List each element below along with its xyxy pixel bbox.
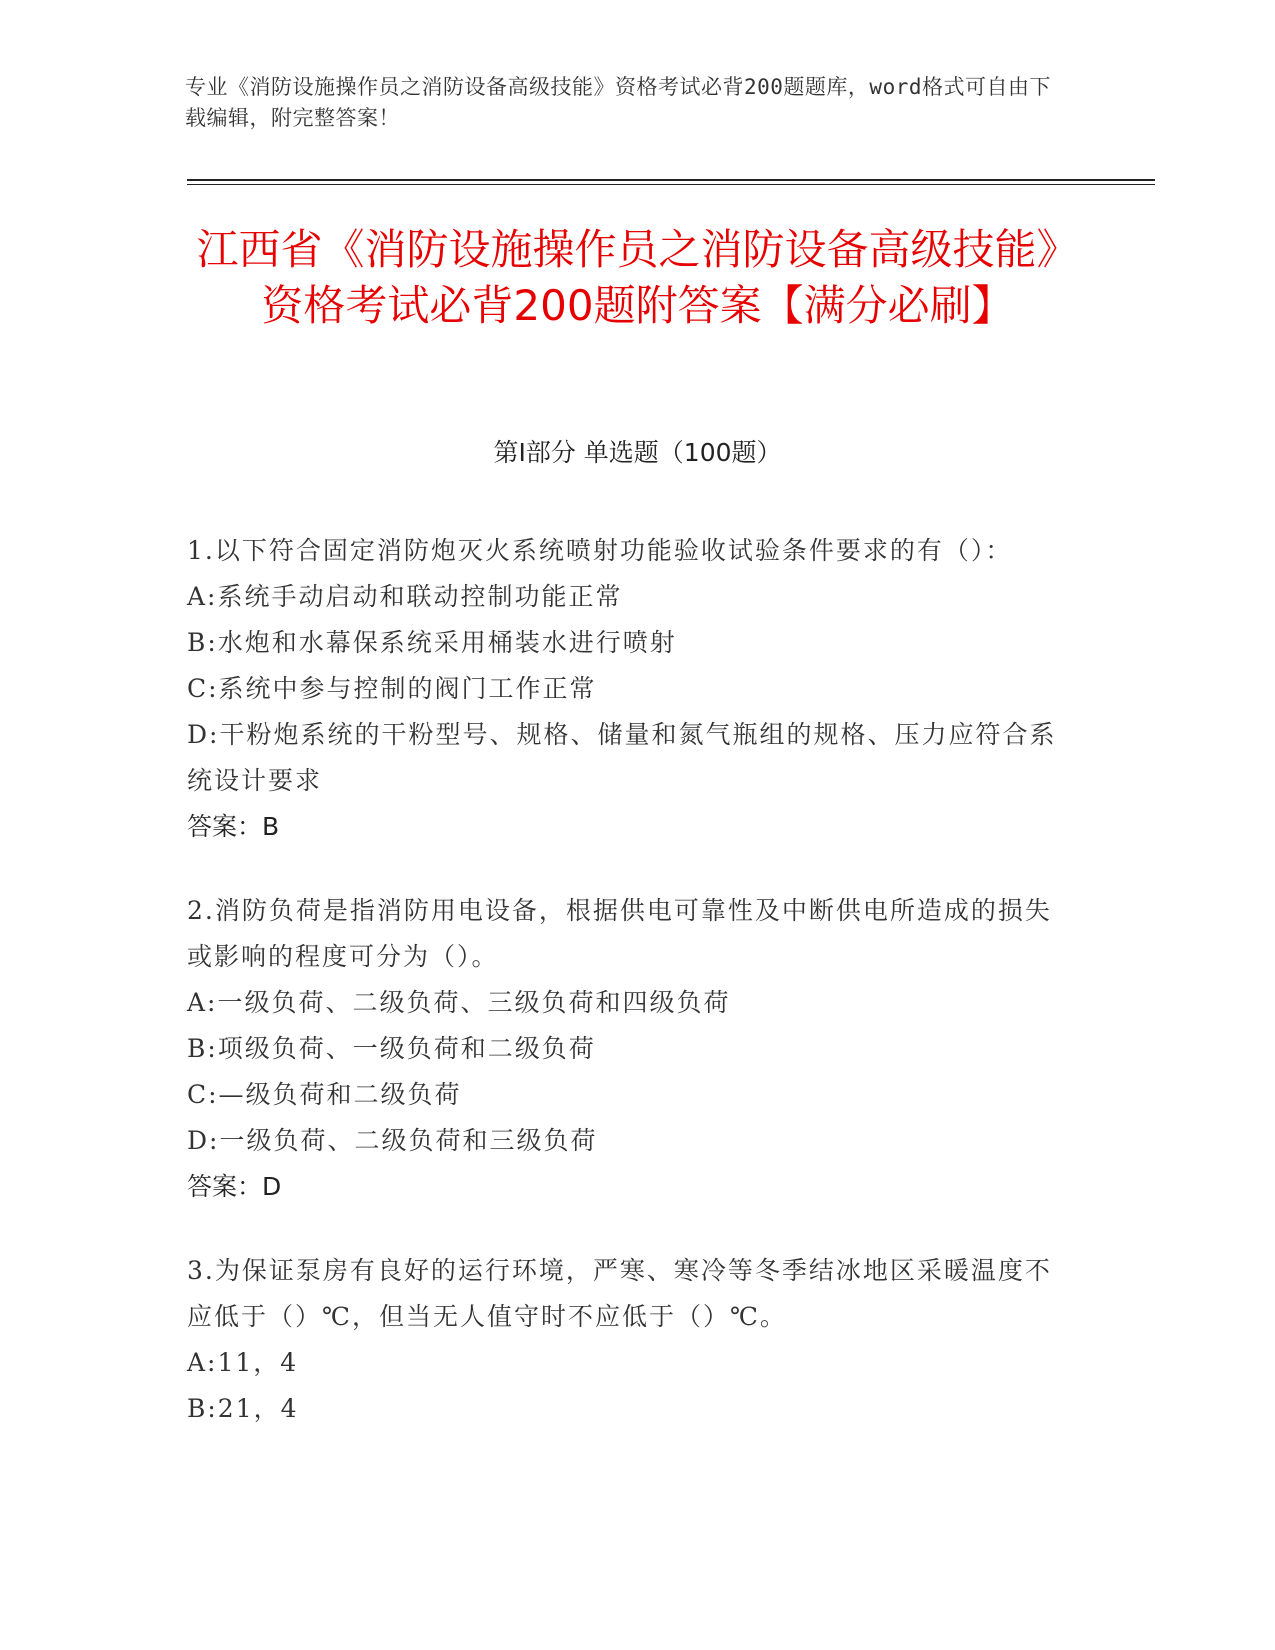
question-list <box>187 528 1067 1470</box>
option-a: A:系统手动启动和联动控制功能正常 <box>187 582 623 611</box>
header-note: 专业《消防设施操作员之消防设备高级技能》资格考试必背200题题库，word格式可自由下载编辑，附完整答案！ <box>185 75 1051 130</box>
question-stem: 2.消防负荷是指消防用电设备，根据供电可靠性及中断供电所造成的损失或影响的程度可分为（）。 <box>187 896 1052 971</box>
document-title: 江西省《消防设施操作员之消防设备高级技能》资格考试必背200题附答案【满分必刷】 <box>196 225 1079 330</box>
answer: 答案：D <box>187 1172 282 1201</box>
question-1 <box>187 528 1067 850</box>
section-heading: 第I部分 单选题（100题） <box>493 438 782 467</box>
option-b: B:21，4 <box>187 1394 299 1423</box>
option-c: C:系统中参与控制的阀门工作正常 <box>187 674 597 703</box>
question-stem: 1.以下符合固定消防炮灭火系统喷射功能验收试验条件要求的有（）： <box>187 536 1013 565</box>
header-divider-thin <box>187 184 1155 185</box>
option-a: A:一级负荷、二级负荷、三级负荷和四级负荷 <box>187 988 731 1017</box>
option-a: A:11，4 <box>187 1348 299 1377</box>
question-2 <box>187 888 1067 1210</box>
question-3 <box>187 1248 1067 1432</box>
header-divider-thick <box>187 179 1155 181</box>
option-c: C:—级负荷和二级负荷 <box>187 1080 462 1109</box>
answer: 答案：B <box>187 812 280 841</box>
option-b: B:水炮和水幕保系统采用桶装水进行喷射 <box>187 628 677 657</box>
option-d: D:干粉炮系统的干粉型号、规格、储量和氮气瓶组的规格、压力应符合系统设计要求 <box>187 720 1057 795</box>
question-stem: 3.为保证泵房有良好的运行环境，严寒、寒冷等冬季结冰地区采暖温度不应低于（）℃，但当无人值守时不应低于（）℃。 <box>187 1256 1052 1331</box>
option-d: D:一级负荷、二级负荷和三级负荷 <box>187 1126 598 1155</box>
option-b: B:项级负荷、一级负荷和二级负荷 <box>187 1034 596 1063</box>
